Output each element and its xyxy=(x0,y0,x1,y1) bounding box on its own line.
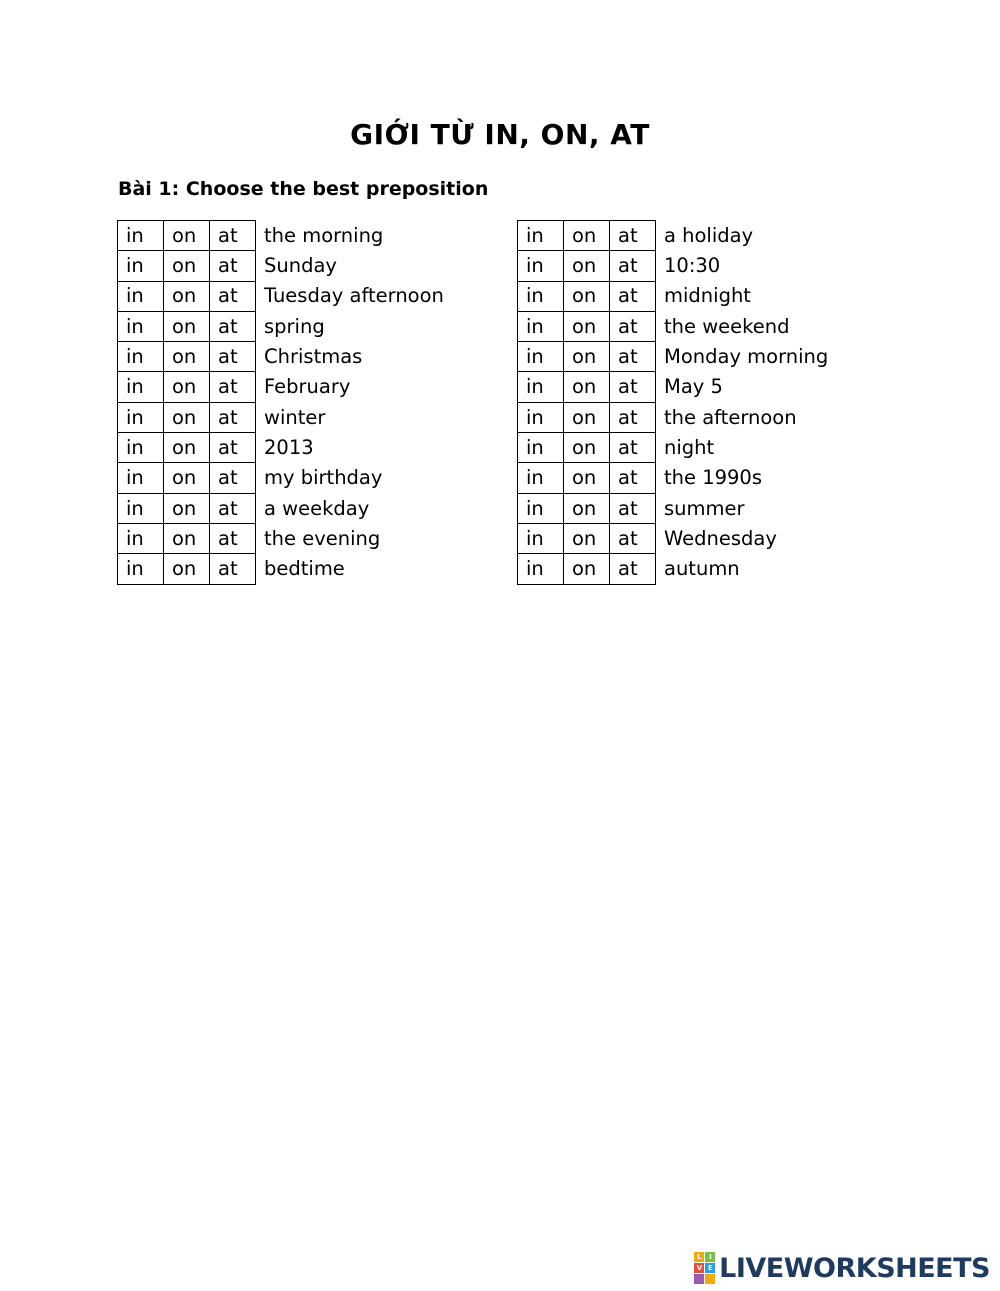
option-in[interactable]: in xyxy=(118,372,164,402)
time-phrase: 2013 xyxy=(256,433,505,463)
option-on[interactable]: on xyxy=(164,554,210,584)
exercise-row xyxy=(518,554,905,584)
option-on[interactable]: on xyxy=(164,463,210,493)
option-on[interactable]: on xyxy=(164,433,210,463)
logo-square xyxy=(705,1274,715,1284)
option-at[interactable]: at xyxy=(610,463,656,493)
exercise-row xyxy=(118,221,505,251)
option-at[interactable]: at xyxy=(610,554,656,584)
option-in[interactable]: in xyxy=(518,493,564,523)
option-in[interactable]: in xyxy=(518,281,564,311)
exercise-row xyxy=(118,554,505,584)
exercise-row xyxy=(118,493,505,523)
option-in[interactable]: in xyxy=(518,402,564,432)
time-phrase: spring xyxy=(256,311,505,341)
exercise-row xyxy=(518,463,905,493)
exercise-row xyxy=(118,433,505,463)
time-phrase: winter xyxy=(256,402,505,432)
exercise-row xyxy=(518,523,905,553)
option-on[interactable]: on xyxy=(164,372,210,402)
time-phrase: the evening xyxy=(256,523,505,553)
time-phrase: the morning xyxy=(256,221,505,251)
option-at[interactable]: at xyxy=(210,221,256,251)
option-at[interactable]: at xyxy=(210,372,256,402)
option-in[interactable]: in xyxy=(118,523,164,553)
option-at[interactable]: at xyxy=(610,433,656,463)
time-phrase: Tuesday afternoon xyxy=(256,281,505,311)
option-in[interactable]: in xyxy=(518,221,564,251)
option-in[interactable]: in xyxy=(118,402,164,432)
time-phrase: the weekend xyxy=(656,311,905,341)
option-on[interactable]: on xyxy=(164,402,210,432)
option-on[interactable]: on xyxy=(564,342,610,372)
option-in[interactable]: in xyxy=(118,342,164,372)
option-at[interactable]: at xyxy=(210,402,256,432)
option-at[interactable]: at xyxy=(210,493,256,523)
option-at[interactable]: at xyxy=(610,311,656,341)
exercise-row xyxy=(118,523,505,553)
time-phrase: May 5 xyxy=(656,372,905,402)
time-phrase: bedtime xyxy=(256,554,505,584)
time-phrase: Wednesday xyxy=(656,523,905,553)
option-in[interactable]: in xyxy=(118,433,164,463)
option-on[interactable]: on xyxy=(564,221,610,251)
option-at[interactable]: at xyxy=(610,342,656,372)
exercise-row xyxy=(518,402,905,432)
right-exercise-table xyxy=(517,220,904,585)
liveworksheets-logo-mark-icon xyxy=(694,1252,715,1284)
option-on[interactable]: on xyxy=(164,523,210,553)
time-phrase: a holiday xyxy=(656,221,905,251)
exercise-row xyxy=(118,251,505,281)
liveworksheets-logo-text: LIVEWORKSHEETS xyxy=(719,1252,990,1284)
exercise-row xyxy=(118,372,505,402)
option-in[interactable]: in xyxy=(518,251,564,281)
option-at[interactable]: at xyxy=(610,281,656,311)
option-on[interactable]: on xyxy=(564,372,610,402)
option-at[interactable]: at xyxy=(210,554,256,584)
option-at[interactable]: at xyxy=(210,342,256,372)
option-in[interactable]: in xyxy=(518,554,564,584)
logo-square xyxy=(694,1274,704,1284)
option-on[interactable]: on xyxy=(564,311,610,341)
option-in[interactable]: in xyxy=(518,523,564,553)
logo-square: V xyxy=(694,1263,704,1273)
option-on[interactable]: on xyxy=(564,251,610,281)
option-on[interactable]: on xyxy=(164,221,210,251)
time-phrase: a weekday xyxy=(256,493,505,523)
option-on[interactable]: on xyxy=(164,281,210,311)
exercise-row xyxy=(518,311,905,341)
time-phrase: my birthday xyxy=(256,463,505,493)
option-at[interactable]: at xyxy=(610,372,656,402)
option-at[interactable]: at xyxy=(610,523,656,553)
option-at[interactable]: at xyxy=(210,463,256,493)
option-at[interactable]: at xyxy=(610,251,656,281)
option-in[interactable]: in xyxy=(518,372,564,402)
exercise-row xyxy=(118,463,505,493)
option-on[interactable]: on xyxy=(164,342,210,372)
time-phrase: the afternoon xyxy=(656,402,905,432)
left-exercise-table xyxy=(117,220,504,585)
exercise-row xyxy=(118,311,505,341)
option-in[interactable]: in xyxy=(118,554,164,584)
option-on[interactable]: on xyxy=(164,493,210,523)
exercise-row xyxy=(518,372,905,402)
time-phrase: summer xyxy=(656,493,905,523)
exercise-row xyxy=(118,342,505,372)
logo-square: I xyxy=(705,1252,715,1262)
exercise-row xyxy=(518,493,905,523)
option-in[interactable]: in xyxy=(518,342,564,372)
exercise-instruction: Bài 1: Choose the best preposition xyxy=(118,178,489,200)
option-in[interactable]: in xyxy=(118,493,164,523)
option-on[interactable]: on xyxy=(564,463,610,493)
option-at[interactable]: at xyxy=(610,221,656,251)
option-at[interactable]: at xyxy=(210,523,256,553)
time-phrase: 10:30 xyxy=(656,251,905,281)
time-phrase: Monday morning xyxy=(656,342,905,372)
option-in[interactable]: in xyxy=(518,311,564,341)
option-at[interactable]: at xyxy=(210,281,256,311)
exercise-row xyxy=(118,281,505,311)
option-on[interactable]: on xyxy=(164,251,210,281)
page-title: GIỚI TỪ IN, ON, AT xyxy=(350,118,650,151)
time-phrase: February xyxy=(256,372,505,402)
exercise-row xyxy=(518,251,905,281)
exercise-row xyxy=(518,281,905,311)
option-in[interactable]: in xyxy=(118,281,164,311)
option-at[interactable]: at xyxy=(610,402,656,432)
option-on[interactable]: on xyxy=(564,281,610,311)
time-phrase: the 1990s xyxy=(656,463,905,493)
time-phrase: autumn xyxy=(656,554,905,584)
logo-square: L xyxy=(694,1252,704,1262)
option-at[interactable]: at xyxy=(210,311,256,341)
liveworksheets-logo xyxy=(694,1252,990,1284)
logo-square: E xyxy=(705,1263,715,1273)
exercise-row xyxy=(118,402,505,432)
option-in[interactable]: in xyxy=(118,251,164,281)
option-in[interactable]: in xyxy=(518,463,564,493)
option-on[interactable]: on xyxy=(564,433,610,463)
exercise-row xyxy=(518,342,905,372)
option-in[interactable]: in xyxy=(118,311,164,341)
option-on[interactable]: on xyxy=(564,523,610,553)
option-at[interactable]: at xyxy=(210,433,256,463)
time-phrase: night xyxy=(656,433,905,463)
option-at[interactable]: at xyxy=(610,493,656,523)
option-on[interactable]: on xyxy=(564,493,610,523)
time-phrase: midnight xyxy=(656,281,905,311)
option-in[interactable]: in xyxy=(118,221,164,251)
option-in[interactable]: in xyxy=(518,433,564,463)
option-on[interactable]: on xyxy=(564,402,610,432)
time-phrase: Sunday xyxy=(256,251,505,281)
exercise-row xyxy=(518,221,905,251)
exercise-row xyxy=(518,433,905,463)
option-in[interactable]: in xyxy=(118,463,164,493)
option-on[interactable]: on xyxy=(164,311,210,341)
time-phrase: Christmas xyxy=(256,342,505,372)
option-on[interactable]: on xyxy=(564,554,610,584)
option-at[interactable]: at xyxy=(210,251,256,281)
